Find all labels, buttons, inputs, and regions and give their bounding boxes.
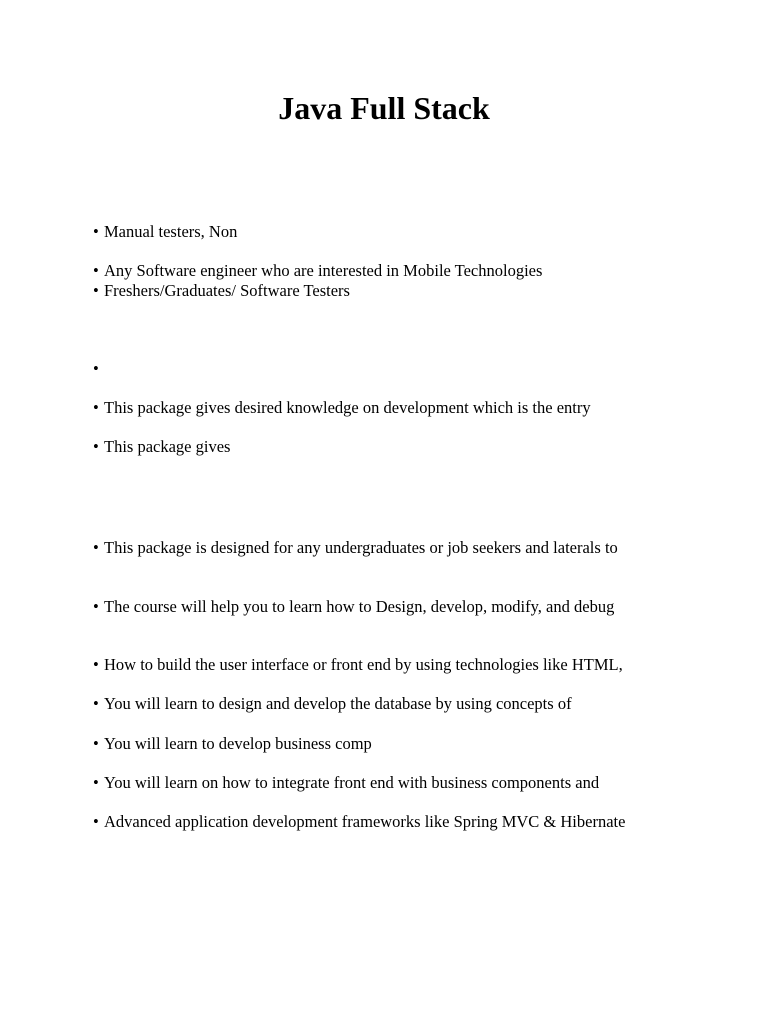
bullet-text: You will learn to develop business comp: [104, 734, 372, 753]
bullet-item: [93, 538, 618, 558]
bullet-symbol: •: [93, 812, 99, 831]
bullet-text: You will learn on how to integrate front end with business components and: [104, 773, 600, 792]
bullet-text: This package is designed for any undergraduates or job seekers and laterals to: [104, 538, 618, 557]
bullet-text: Any Software engineer who are interested in Mobile Technologies: [104, 261, 543, 280]
bullet-text: Freshers/Graduates/ Software Testers: [104, 281, 350, 300]
bullet-item: [93, 734, 372, 754]
bullet-item: [93, 398, 591, 418]
bullet-symbol: •: [93, 261, 99, 280]
bullet-text: Manual testers, Non: [104, 222, 238, 241]
bullet-symbol: •: [93, 538, 99, 557]
bullet-symbol: •: [93, 694, 99, 713]
bullet-text: Advanced application development frameworks like Spring MVC & Hibernate: [104, 812, 626, 831]
bullet-text: The course will help you to learn how to Design, develop, modify, and debug: [104, 597, 615, 616]
bullet-symbol: •: [93, 655, 99, 674]
bullet-symbol: •: [93, 222, 99, 241]
bullet-symbol: •: [93, 359, 99, 378]
bullet-symbol: •: [93, 281, 99, 300]
bullet-item: [93, 281, 350, 301]
bullet-item: [93, 437, 230, 457]
bullet-item: [93, 812, 625, 832]
bullet-text: You will learn to design and develop the database by using concepts of: [104, 694, 572, 713]
bullet-symbol: •: [93, 773, 99, 792]
bullet-item: [93, 655, 623, 675]
document-title: Java Full Stack: [278, 90, 490, 126]
bullet-item: [93, 222, 237, 242]
bullet-text: This package gives desired knowledge on development which is the entry: [104, 398, 591, 417]
bullet-text: This package gives: [104, 437, 231, 456]
bullet-item: [93, 597, 614, 617]
bullet-symbol: •: [93, 597, 99, 616]
bullet-item: [93, 694, 572, 714]
bullet-symbol: •: [93, 437, 99, 456]
bullet-item: [93, 359, 104, 379]
bullet-symbol: •: [93, 734, 99, 753]
bullet-text: How to build the user interface or front end by using technologies like HTML,: [104, 655, 623, 674]
bullet-item: [93, 773, 599, 793]
bullet-symbol: •: [93, 398, 99, 417]
bullet-item: [93, 261, 542, 281]
